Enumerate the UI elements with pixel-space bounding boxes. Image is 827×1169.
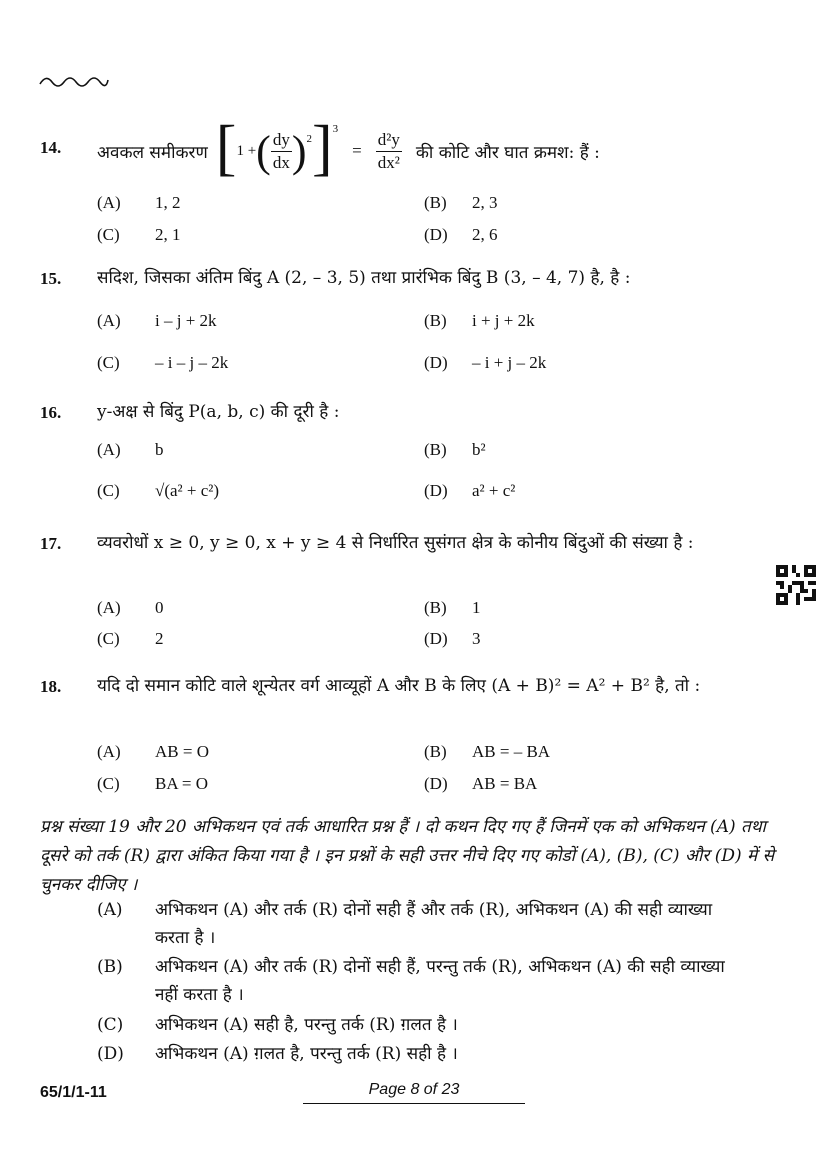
q14-option-b: (B) 2, 3 [424, 193, 498, 212]
q14-equation-right: $\frac{\text{d²y}}{\text{dx²}}$ [377, 129, 400, 172]
paper-code: 65/1/1-11 [40, 1084, 107, 1101]
q14-equals: = [352, 141, 362, 160]
question-16-number: 16. [40, 403, 62, 422]
question-17-text: व्यवरोधों x ≥ 0, y ≥ 0, x + y ≥ 4 से निर्धारित सुसंगत क्षेत्र के कोनीय बिंदुओं की संख्या है : [97, 533, 694, 553]
q14-equation-left: [ 1 + ( $\frac{dy}{dx}$ ) $^2$ ] $^3$ [215, 114, 339, 182]
q18-option-d: (D) AB = BA [424, 774, 538, 793]
assertion-reason-instructions: प्रश्न संख्या 19 और 20 अभिकथन एवं तर्क आधारित प्रश्न हैं । दो कथन दिए गए हैं जिनमें एक को अभिकथन (A) तथा दूसरे को तर्क (R) द्वारा अंकित किया गया है । इन प्रश्नों के सही उत्तर नीचे दिए गए कोडों (A), (B), (C) और (D) में से चुनकर दीजिए । [40, 817, 775, 895]
q15-option-b: (B) i + j + 2k [424, 311, 535, 330]
q15-option-d: (D) – i + j – 2k [424, 353, 547, 372]
ar-option-b: (B) अभिकथन (A) और तर्क (R) दोनों सही हैं, परन्तु तर्क (R), अभिकथन (A) की सही व्याख्या नहीं करता है । [97, 957, 725, 1005]
q17-option-d: (D) 3 [424, 629, 481, 648]
q17-option-c: (C) 2 [97, 629, 164, 648]
q14-option-c: (C) 2, 1 [97, 225, 181, 244]
q14-text-after: की कोटि और घात क्रमश: हैं : [415, 142, 600, 163]
wave-ornament-icon [38, 70, 110, 92]
ar-option-d: (D) अभिकथन (A) ग़लत है, परन्तु तर्क (R) सही है । [97, 1044, 458, 1064]
q14-option-d: (D) 2, 6 [424, 225, 498, 244]
question-14-text [97, 116, 777, 186]
q14-text-before: अवकल समीकरण [97, 142, 208, 163]
top-ornament [38, 70, 110, 96]
question-14-number: 14. [40, 138, 62, 157]
q14-option-a: (A) 1, 2 [97, 193, 181, 212]
question-17-number: 17. [40, 534, 62, 553]
q16-option-b: (B) b² [424, 440, 486, 459]
q15-option-a: (A) i – j + 2k [97, 311, 217, 330]
q16-option-a: (A) b [97, 440, 164, 459]
qr-code [776, 565, 816, 609]
ar-option-c: (C) अभिकथन (A) सही है, परन्तु तर्क (R) ग़लत है । [97, 1015, 458, 1035]
q15-option-c: (C) – i – j – 2k [97, 353, 229, 372]
q17-option-a: (A) 0 [97, 598, 164, 617]
question-16-text: y-अक्ष से बिंदु P(a, b, c) की दूरी है : [97, 402, 340, 422]
page-number: Page 8 of 23 [368, 1081, 460, 1098]
qr-code-icon [776, 565, 816, 605]
question-18-text: यदि दो समान कोटि वाले शून्येतर वर्ग आव्यूहों A और B के लिए (A + B)² = A² + B² है, तो : [97, 676, 701, 696]
ar-option-a: (A) अभिकथन (A) और तर्क (R) दोनों सही हैं और तर्क (R), अभिकथन (A) की सही व्याख्या करता है । [97, 900, 713, 948]
q16-option-d: (D) a² + c² [424, 481, 516, 500]
footer-rule [303, 1103, 525, 1104]
q18-option-a: (A) AB = O [97, 742, 209, 761]
q16-option-c: (C) √(a² + c²) [97, 481, 220, 500]
q18-option-c: (C) BA = O [97, 774, 209, 793]
question-18-number: 18. [40, 677, 62, 696]
question-15-text: सदिश, जिसका अंतिम बिंदु A (2, – 3, 5) तथा प्रारंभिक बिंदु B (3, – 4, 7) है, है : [97, 268, 631, 288]
question-15-number: 15. [40, 269, 62, 288]
q18-option-b: (B) AB = – BA [424, 742, 551, 761]
q17-option-b: (B) 1 [424, 598, 481, 617]
